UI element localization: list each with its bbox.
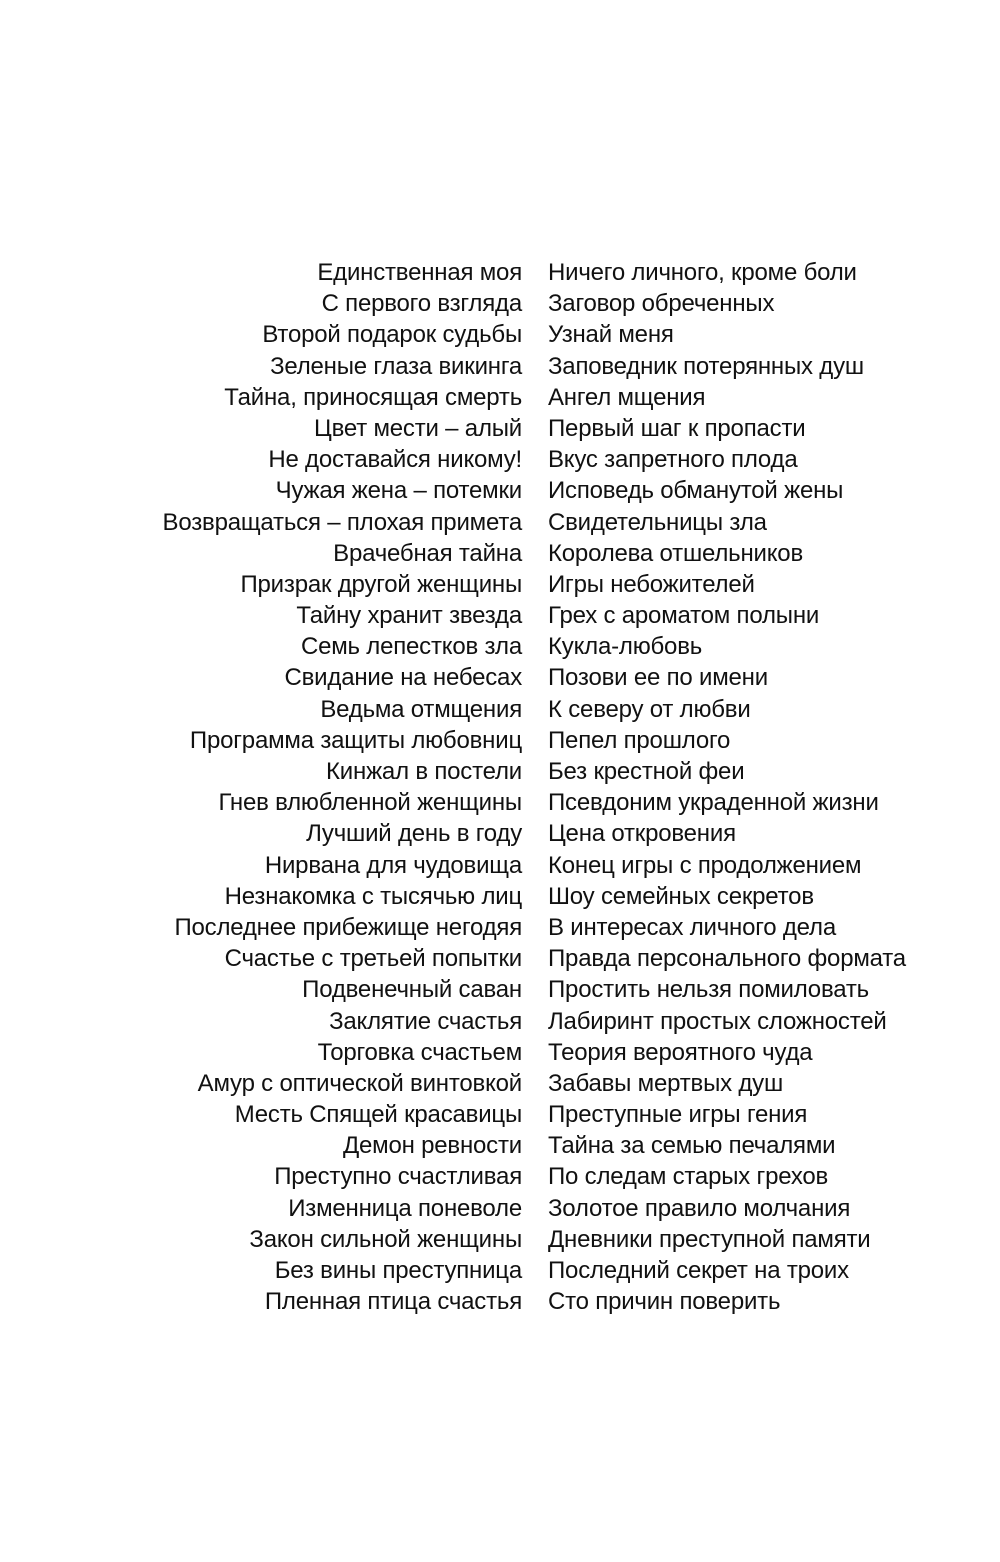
book-title: По следам старых грехов xyxy=(548,1163,829,1191)
book-titles-left-column xyxy=(100,257,522,1317)
book-title: Вкус запретного плода xyxy=(548,446,798,474)
book-title: Королева отшельников xyxy=(548,539,803,567)
book-title: Преступные игры гения xyxy=(548,1101,808,1129)
book-title: Без вины преступница xyxy=(274,1257,522,1284)
book-title: Демон ревности xyxy=(342,1132,522,1160)
book-title: Простить нельзя помиловать xyxy=(548,976,869,1004)
book-title: Теория вероятного чуда xyxy=(548,1038,813,1066)
book-title: Тайна за семью печалями xyxy=(548,1132,836,1160)
book-title: Первый шаг к пропасти xyxy=(548,414,806,442)
book-title: Закон сильной женщины xyxy=(249,1225,522,1253)
book-title: Забавы мертвых душ xyxy=(548,1069,784,1097)
book-title: Позови ее по имени xyxy=(548,664,768,692)
book-title: Счастье с третьей попытки xyxy=(224,945,522,973)
book-title: Конец игры с продолжением xyxy=(548,851,862,879)
book-title: Подвенечный саван xyxy=(302,976,522,1004)
book-title: Исповедь обманутой жены xyxy=(548,477,844,505)
book-title: Цена откровения xyxy=(548,820,736,848)
book-title: К северу от любви xyxy=(548,695,751,723)
book-title: Тайну хранит звезда xyxy=(296,602,522,630)
book-title: Заклятие счастья xyxy=(329,1007,522,1035)
book-title: С первого взгляда xyxy=(321,290,522,318)
book-title: Чужая жена – потемки xyxy=(275,477,522,505)
book-title: Грех с ароматом полыни xyxy=(548,602,820,630)
book-title: Торговка счастьем xyxy=(317,1038,522,1066)
book-title: Шоу семейных секретов xyxy=(548,882,814,910)
book-title: Заповедник потерянных душ xyxy=(548,352,864,380)
book-title: Второй подарок судьбы xyxy=(262,321,522,349)
book-title: В интересах личного дела xyxy=(548,913,836,941)
book-title: Ничего личного, кроме боли xyxy=(548,259,857,286)
book-title: Дневники преступной памяти xyxy=(548,1225,871,1253)
book-title: Врачебная тайна xyxy=(333,539,522,567)
book-title: Амур с оптической винтовкой xyxy=(197,1069,522,1097)
book-titles-right-column xyxy=(548,257,968,1317)
book-title: Свидание на небесах xyxy=(284,664,522,692)
book-title: Золотое правило молчания xyxy=(548,1194,851,1222)
book-title: Возвращаться – плохая примета xyxy=(162,508,522,536)
book-title: Лучший день в году xyxy=(306,820,522,848)
book-title: Нирвана для чудовища xyxy=(264,851,522,879)
book-title: Узнай меня xyxy=(548,321,674,349)
book-title: Пленная птица счастья xyxy=(264,1288,522,1316)
book-title: Цвет мести – алый xyxy=(314,414,522,442)
book-title: Без крестной феи xyxy=(548,758,745,785)
book-title: Ведьма отмщения xyxy=(320,695,522,723)
book-title: Не доставайся никому! xyxy=(268,446,522,474)
book-title: Псевдоним украденной жизни xyxy=(548,789,879,817)
book-title: Пепел прошлого xyxy=(548,726,731,754)
book-title: Месть Спящей красавицы xyxy=(234,1101,522,1129)
book-title: Единственная моя xyxy=(317,259,522,286)
book-title: Сто причин поверить xyxy=(548,1288,781,1316)
book-title: Ангел мщения xyxy=(548,383,706,411)
book-title: Семь лепестков зла xyxy=(300,633,522,661)
book-title: Кукла-любовь xyxy=(548,633,703,661)
book-title: Свидетельницы зла xyxy=(548,508,767,536)
book-title: Призрак другой женщины xyxy=(240,570,522,598)
book-title: Незнакомка с тысячью лиц xyxy=(224,882,522,910)
book-title: Преступно счастливая xyxy=(274,1163,522,1191)
book-title: Правда персонального формата xyxy=(548,945,906,973)
book-title: Зеленые глаза викинга xyxy=(270,352,522,380)
book-title: Игры небожителей xyxy=(548,570,755,598)
book-title: Последний секрет на троих xyxy=(548,1257,849,1284)
book-title: Изменница поневоле xyxy=(288,1194,522,1222)
book-title: Лабиринт простых сложностей xyxy=(548,1007,887,1035)
book-title: Гнев влюбленной женщины xyxy=(218,789,522,817)
book-title: Тайна, приносящая смерть xyxy=(224,383,522,411)
book-title: Программа защиты любовниц xyxy=(189,726,522,754)
book-title: Кинжал в постели xyxy=(326,758,522,785)
book-title: Последнее прибежище негодяя xyxy=(174,913,522,941)
book-title: Заговор обреченных xyxy=(548,290,775,318)
